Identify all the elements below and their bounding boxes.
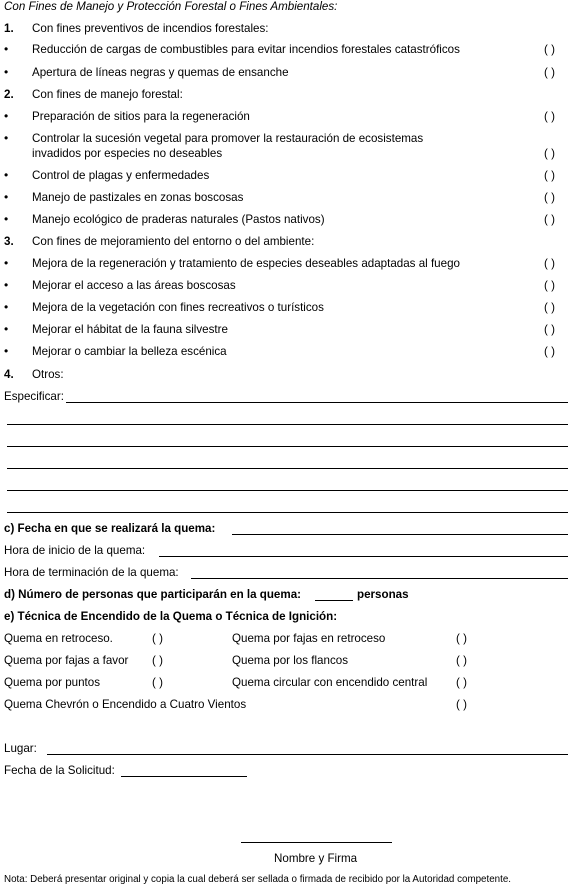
tecnica-title: e) Técnica de Encendido de la Quema o Técnica de Ignición: (4, 610, 338, 623)
bullet-icon: • (4, 212, 9, 226)
bullet-icon: • (4, 42, 9, 56)
personas-field[interactable] (315, 600, 353, 601)
tecnica-option: Quema Chevrón o Encendido a Cuatro Vientos (4, 698, 247, 711)
list-item: Mejora de la regeneración y tratamiento de especies deseables adaptadas al fuego (32, 257, 460, 270)
fecha-solicitud-field[interactable] (121, 776, 247, 777)
checkbox[interactable]: ( ) (544, 213, 555, 226)
list-item: Apertura de líneas negras y quemas de ensanche (32, 66, 289, 79)
list-item: Manejo de pastizales en zonas boscosas (32, 191, 244, 204)
firma-label: Nombre y Firma (274, 852, 358, 865)
hora-fin-label: Hora de terminación de la quema: (4, 566, 179, 579)
lugar-field[interactable] (47, 754, 568, 755)
bullet-icon: • (4, 109, 9, 123)
checkbox[interactable]: ( ) (544, 257, 555, 270)
list-item: Reducción de cargas de combustibles para evitar incendios forestales catastróficos (32, 43, 460, 56)
section-number: 3. (4, 235, 14, 248)
checkbox[interactable]: ( ) (456, 676, 467, 689)
checkbox[interactable]: ( ) (152, 676, 163, 689)
section-title: Con fines de manejo forestal: (32, 88, 183, 101)
tecnica-option: Quema por fajas a favor (4, 654, 129, 667)
checkbox[interactable]: ( ) (544, 301, 555, 314)
bullet-icon: • (4, 131, 9, 145)
checkbox[interactable]: ( ) (152, 654, 163, 667)
list-item: Mejora de la vegetación con fines recreativos o turísticos (32, 301, 324, 314)
checkbox[interactable]: ( ) (544, 43, 555, 56)
bullet-icon: • (4, 256, 9, 270)
checkbox[interactable]: ( ) (152, 632, 163, 645)
section-number: 2. (4, 88, 14, 101)
bullet-icon: • (4, 168, 9, 182)
bullet-icon: • (4, 300, 9, 314)
firma-line[interactable] (241, 842, 392, 843)
especificar-field[interactable] (66, 402, 568, 403)
especificar-label: Especificar: (4, 390, 64, 403)
list-item: Mejorar o cambiar la belleza escénica (32, 345, 227, 358)
section-title: Otros: (32, 368, 64, 381)
checkbox[interactable]: ( ) (544, 66, 555, 79)
checkbox[interactable]: ( ) (456, 632, 467, 645)
bullet-icon: • (4, 190, 9, 204)
list-item: Preparación de sitios para la regeneración (32, 110, 250, 123)
list-item: Manejo ecológico de praderas naturales (Pastos nativos) (32, 213, 325, 226)
tecnica-option: Quema circular con encendido central (232, 676, 428, 689)
section-title: Con fines de mejoramiento del entorno o del ambiente: (32, 235, 315, 248)
fecha-quema-field[interactable] (232, 534, 568, 535)
bullet-icon: • (4, 65, 9, 79)
lugar-label: Lugar: (4, 742, 37, 755)
hora-inicio-label: Hora de inicio de la quema: (4, 544, 146, 557)
checkbox[interactable]: ( ) (544, 345, 555, 358)
checkbox[interactable]: ( ) (544, 191, 555, 204)
list-item: Controlar la sucesión vegetal para promover la restauración de ecosistemas (32, 132, 424, 145)
checkbox[interactable]: ( ) (456, 698, 467, 711)
bullet-icon: • (4, 344, 9, 358)
intro-title: Con Fines de Manejo y Protección Forestal o Fines Ambientales: (4, 0, 338, 13)
checkbox[interactable]: ( ) (544, 169, 555, 182)
checkbox[interactable]: ( ) (544, 147, 555, 160)
personas-label: d) Número de personas que participarán en la quema: (4, 588, 301, 601)
list-item: Mejorar el acceso a las áreas boscosas (32, 279, 236, 292)
bullet-icon: • (4, 278, 9, 292)
personas-suffix: personas (357, 588, 409, 601)
especificar-line[interactable] (7, 446, 568, 447)
list-item-continuation: invadidos por especies no deseables (32, 147, 223, 160)
checkbox[interactable]: ( ) (544, 279, 555, 292)
especificar-line[interactable] (7, 424, 568, 425)
hora-inicio-field[interactable] (159, 556, 568, 557)
nota-text: Nota: Deberá presentar original y copia la cual deberá ser sellada o firmada de recibido por la Autoridad competente. (4, 874, 512, 885)
fecha-quema-label: c) Fecha en que se realizará la quema: (4, 522, 216, 535)
bullet-icon: • (4, 322, 9, 336)
tecnica-option: Quema por los flancos (232, 654, 348, 667)
list-item: Control de plagas y enfermedades (32, 169, 210, 182)
section-number: 1. (4, 22, 14, 35)
hora-fin-field[interactable] (191, 578, 568, 579)
checkbox[interactable]: ( ) (544, 323, 555, 336)
fecha-solicitud-label: Fecha de la Solicitud: (4, 764, 115, 777)
section-title: Con fines preventivos de incendios forestales: (32, 22, 269, 35)
list-item: Mejorar el hábitat de la fauna silvestre (32, 323, 228, 336)
tecnica-option: Quema por puntos (4, 676, 101, 689)
tecnica-option: Quema en retroceso. (4, 632, 113, 645)
section-number: 4. (4, 368, 14, 381)
checkbox[interactable]: ( ) (544, 110, 555, 123)
checkbox[interactable]: ( ) (456, 654, 467, 667)
especificar-line[interactable] (7, 512, 568, 513)
tecnica-option: Quema por fajas en retroceso (232, 632, 386, 645)
especificar-line[interactable] (7, 468, 568, 469)
especificar-line[interactable] (7, 490, 568, 491)
